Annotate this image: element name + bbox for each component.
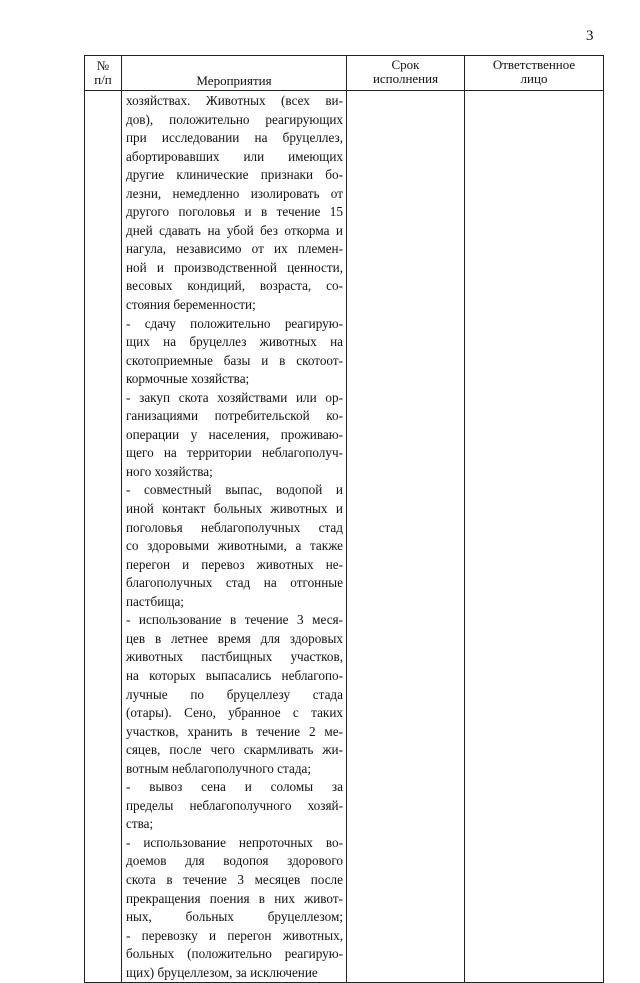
activities-line: животных пастбищных участков, — [126, 649, 343, 665]
activities-line: весовых кондиций, возраста, со- — [126, 278, 343, 294]
activities-line: - использование непроточных во- — [126, 834, 343, 850]
cell-activities — [122, 91, 347, 983]
activities-line: лезни, немедленно изолировать от — [126, 185, 343, 201]
header-number-line2: п/п — [94, 72, 112, 87]
activities-line: участков, хранить в течение 2 ме- — [126, 723, 343, 739]
activities-line: при исследовании на бруцеллез, — [126, 130, 343, 146]
activities-line: перегон и перевоз животных не- — [126, 556, 343, 572]
activities-line: дней сдавать на убой без откорма и — [126, 222, 343, 238]
header-activities: Мероприятия — [122, 56, 347, 91]
activities-line: щих) бруцеллезом, за исключение — [126, 964, 318, 980]
header-number-line1: № — [96, 58, 110, 73]
activities-line: прекращения поения в них живот- — [126, 890, 343, 906]
activities-line: пастбища; — [126, 593, 184, 609]
activities-line: лучные по бруцеллезу стада — [126, 686, 343, 702]
activities-line: другого поголовья и в течение 15 — [126, 204, 343, 220]
header-deadline-line1: Срок — [391, 57, 420, 72]
activities-line: операции у населения, проживаю- — [126, 426, 343, 442]
header-deadline-line2: исполнения — [372, 71, 439, 86]
activities-line: больных (положительно реагирую- — [126, 946, 343, 962]
header-deadline — [347, 56, 465, 91]
activities-line: благополучных стад на отгонные — [126, 575, 343, 591]
activities-line: поголовья неблагополучных стад — [126, 519, 343, 535]
activities-line: нагула, независимо от их племен- — [126, 241, 343, 257]
activities-line: - использование в течение 3 меся- — [126, 612, 343, 628]
activities-line: иной контакт больных животных и — [126, 501, 343, 517]
activities-line: другие клинические признаки бо- — [126, 167, 343, 183]
activities-line: со здоровыми животными, а также — [126, 538, 343, 554]
activities-line: - сдачу положительно реагирую- — [126, 315, 343, 331]
header-number — [85, 56, 122, 91]
cell-deadline — [347, 91, 465, 983]
activities-line: (отары). Сено, убранное с таких — [126, 705, 343, 721]
cell-responsible — [465, 91, 604, 983]
activities-line: на которых выпасались неблагопо- — [126, 667, 343, 683]
activities-text — [122, 91, 346, 982]
activities-line: цев в летнее время для здоровых — [126, 630, 343, 646]
activities-line: скота в течение 3 месяцев после — [126, 871, 343, 887]
activities-line: вотным неблагополучного стада; — [126, 760, 312, 776]
cell-number — [85, 91, 122, 983]
activities-line: щего на территории неблагополуч- — [126, 445, 343, 461]
header-responsible-line1: Ответственное — [492, 57, 576, 72]
activities-line: - закуп скота хозяйствами или ор- — [126, 389, 343, 405]
activities-line: - совместный выпас, водопой и — [126, 482, 343, 498]
activities-line: ных, больных бруцеллезом; — [126, 909, 343, 925]
table-row — [85, 91, 604, 983]
header-responsible-line2: лицо — [520, 71, 548, 86]
activities-line: дов), положительно реагирующих — [126, 111, 343, 127]
activities-line: ной и производственной ценности, — [126, 259, 343, 275]
table-header-row — [85, 56, 604, 91]
activities-line: ства; — [126, 816, 154, 832]
activities-line: ного хозяйства; — [126, 463, 213, 479]
activities-line: ганизациями потребительской ко- — [126, 408, 343, 424]
activities-line: сяцев, после чего скармливать жи- — [126, 742, 343, 758]
page-number: 3 — [586, 28, 594, 44]
activities-line: хозяйствах. Животных (всех ви- — [126, 93, 343, 108]
activities-line: - вывоз сена и соломы за — [126, 779, 343, 795]
activities-line: стояния беременности; — [126, 297, 256, 313]
measures-table — [84, 55, 604, 983]
activities-line: пределы неблагополучного хозяй- — [126, 797, 343, 813]
activities-line: щих на бруцеллез животных на — [126, 334, 343, 350]
activities-line: кормочные хозяйства; — [126, 371, 250, 387]
activities-line: абортировавших или имеющих — [126, 148, 343, 164]
activities-line: - перевозку и перегон животных, — [126, 927, 343, 943]
activities-line: доемов для водопоя здорового — [126, 853, 343, 869]
header-responsible — [465, 56, 604, 91]
activities-line: скотоприемные базы и в скотоот- — [126, 352, 343, 368]
